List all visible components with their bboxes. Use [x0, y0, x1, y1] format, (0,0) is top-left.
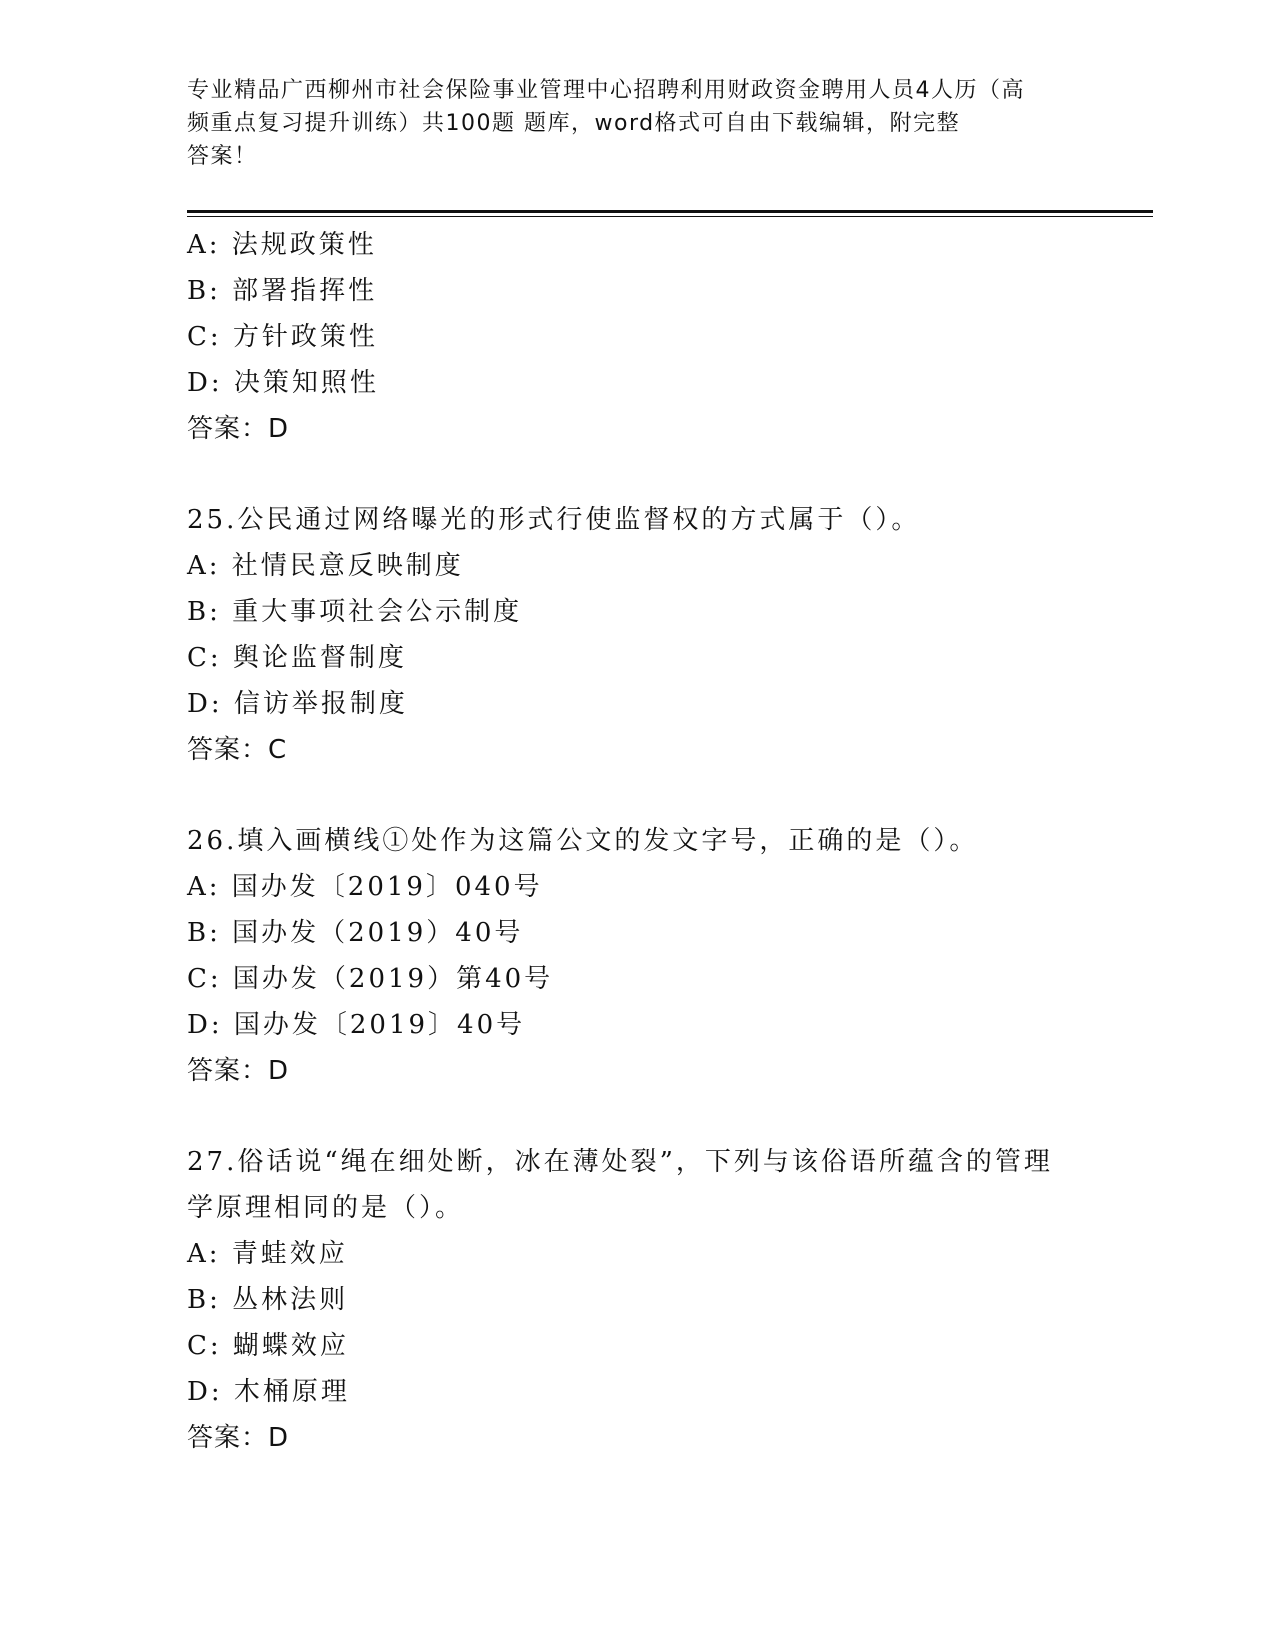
- answer-line: 答案：D: [187, 1056, 290, 1086]
- question-text: 27.俗话说“绳在细处断，冰在薄处裂”，下列与该俗语所蕴含的管理: [187, 1147, 1053, 1177]
- question-block: [187, 222, 1127, 452]
- header-line: 专业精品广西柳州市社会保险事业管理中心招聘利用财政资金聘用人员4人历（高: [187, 78, 1025, 103]
- option-a: A: 青蛙效应: [187, 1239, 348, 1269]
- option-a: A: 法规政策性: [187, 230, 377, 260]
- option-c: C: 方针政策性: [187, 322, 378, 352]
- answer-line: 答案：D: [187, 1423, 290, 1453]
- option-c: C: 蝴蝶效应: [187, 1331, 349, 1361]
- question-list: [187, 222, 1127, 1461]
- option-d: D: 决策知照性: [187, 368, 379, 398]
- option-c: C: 国办发（2019）第40号: [187, 964, 554, 994]
- option-d: D: 国办发〔2019〕40号: [187, 1010, 526, 1040]
- document-header: [187, 74, 1087, 173]
- option-b: B: 部署指挥性: [187, 276, 378, 306]
- header-divider-thick: [187, 210, 1153, 213]
- answer-line: 答案：C: [187, 735, 288, 765]
- option-d: D: 木桶原理: [187, 1377, 350, 1407]
- option-d: D: 信访举报制度: [187, 689, 408, 719]
- option-b: B: 重大事项社会公示制度: [187, 597, 523, 627]
- question-text-continued: 学原理相同的是（）。: [187, 1193, 465, 1223]
- header-line: 答案！: [187, 144, 258, 169]
- header-divider-thin: [187, 216, 1153, 217]
- question-block: [187, 818, 1127, 1094]
- option-a: A: 社情民意反映制度: [187, 551, 464, 581]
- option-a: A: 国办发〔2019〕040号: [187, 872, 543, 902]
- header-line: 频重点复习提升训练）共100题 题库，word格式可自由下载编辑，附完整: [187, 111, 961, 136]
- question-block: [187, 1139, 1127, 1461]
- question-text: 26.填入画横线①处作为这篇公文的发文字号，正确的是（）。: [187, 826, 979, 856]
- question-text: 25.公民通过网络曝光的形式行使监督权的方式属于（）。: [187, 505, 921, 535]
- question-block: [187, 497, 1127, 773]
- option-b: B: 丛林法则: [187, 1285, 349, 1315]
- option-b: B: 国办发（2019）40号: [187, 918, 524, 948]
- option-c: C: 舆论监督制度: [187, 643, 407, 673]
- answer-line: 答案：D: [187, 414, 290, 444]
